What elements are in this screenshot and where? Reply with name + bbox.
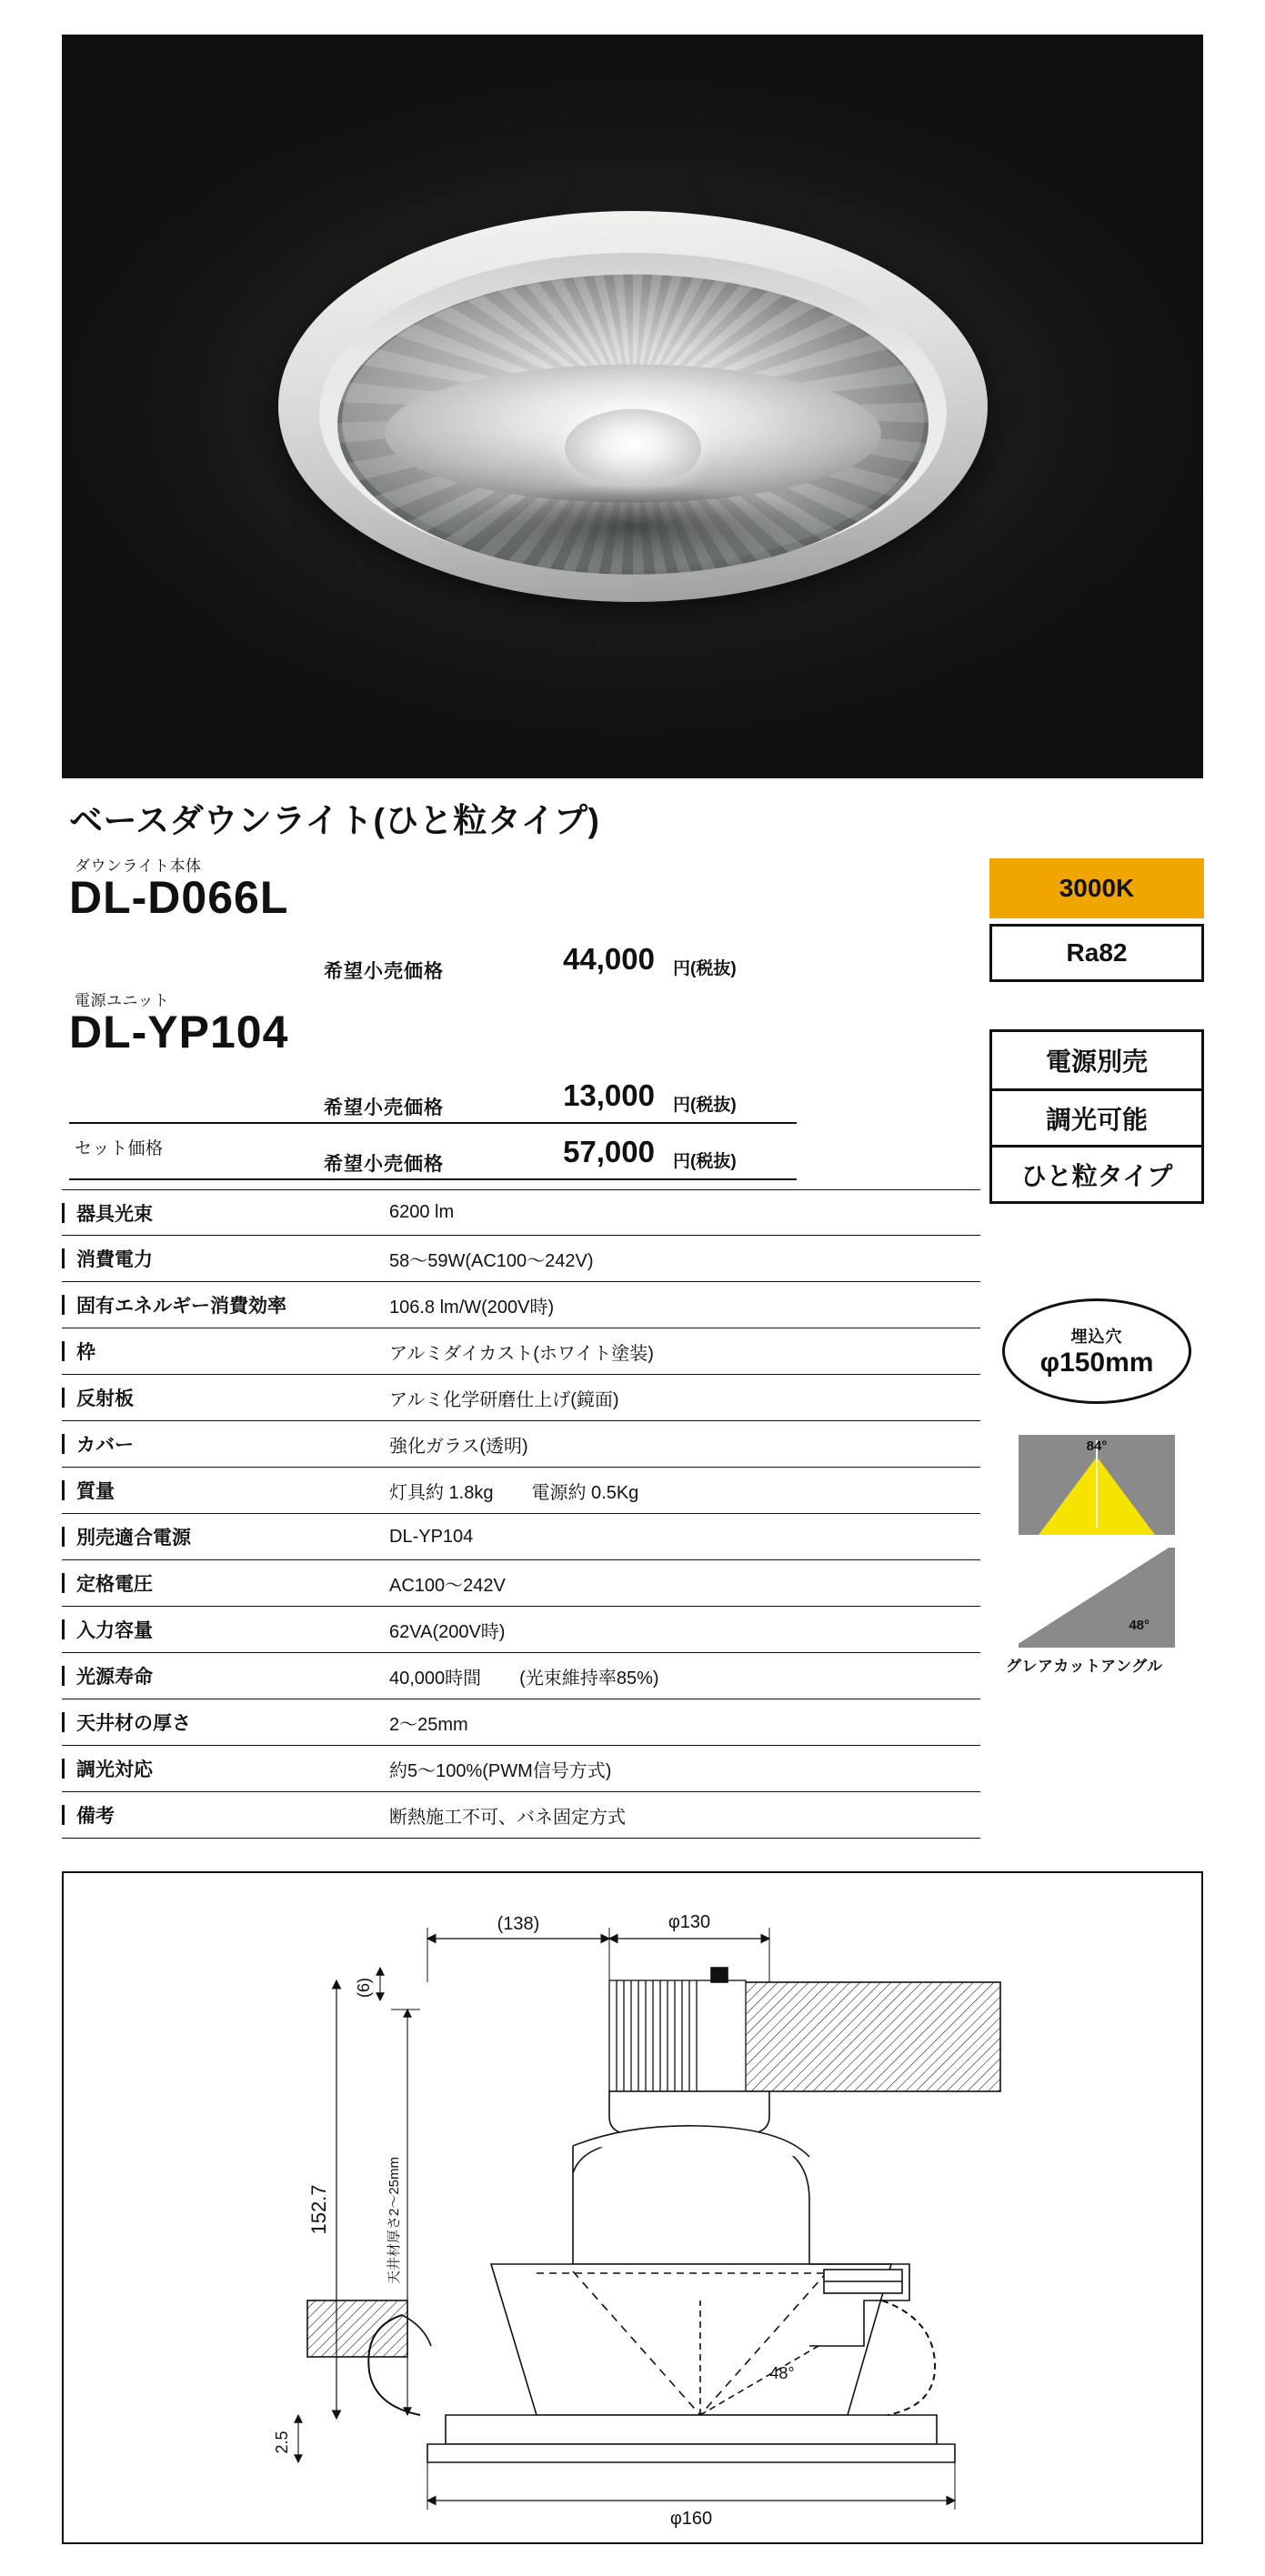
spec-value-main: 2〜25mm — [389, 1714, 468, 1735]
divider-2 — [69, 1178, 797, 1180]
table-row — [62, 1189, 980, 1236]
spec-value-main: アルミ化学研磨仕上げ(鏡面) — [389, 1389, 619, 1410]
spec-value — [389, 1709, 980, 1736]
badge-cutout-hole — [1002, 1298, 1191, 1404]
dim-2-5: 2.5 — [273, 2431, 291, 2454]
badge-color-temperature: 3000K — [989, 858, 1204, 918]
spec-value-main: 断熱施工不可、バネ固定方式 — [389, 1807, 626, 1828]
table-row — [62, 1792, 980, 1839]
spec-value — [389, 1338, 980, 1365]
table-row — [62, 1653, 980, 1699]
body-model: DL-D066L — [69, 872, 289, 923]
spec-key: 別売適合電源 — [62, 1523, 389, 1550]
spec-key: 入力容量 — [62, 1616, 389, 1643]
spec-value-main: 灯具約 1.8kg — [389, 1482, 494, 1503]
spec-key: 器具光束 — [62, 1199, 389, 1227]
table-row — [62, 1560, 980, 1607]
spec-key: 天井材の厚さ — [62, 1709, 389, 1736]
badge-feature-power-sold-separately: 電源別売 — [1045, 1047, 1148, 1076]
specification-table — [62, 1189, 980, 1839]
spec-value — [389, 1617, 980, 1643]
spec-value-sub: (光束維持率85%) — [519, 1668, 659, 1689]
psu-price-tax: 円(税抜) — [673, 1096, 737, 1115]
drawing-svg — [64, 1873, 1201, 2542]
diagram-glare-cut-angle — [1019, 1548, 1175, 1648]
spec-key: 光源寿命 — [62, 1662, 389, 1689]
spec-value-main: 40,000時間 — [389, 1668, 482, 1689]
cutout-value: φ150mm — [1039, 1348, 1154, 1378]
spec-value — [389, 1292, 980, 1318]
dimensional-drawing — [62, 1871, 1203, 2544]
table-row — [62, 1421, 980, 1468]
spec-key: 質量 — [62, 1477, 389, 1504]
reflector-shadow — [373, 466, 893, 575]
spec-key: カバー — [62, 1430, 389, 1458]
spec-value — [389, 1246, 980, 1272]
psu-price-label: 希望小売価格 — [324, 1098, 444, 1118]
body-price-label: 希望小売価格 — [324, 961, 444, 982]
spec-value-main: 約5〜100%(PWM信号方式) — [389, 1760, 612, 1781]
spec-value — [389, 1431, 980, 1458]
table-row — [62, 1375, 980, 1421]
badge-feature-single-chip: ひと粒タイプ — [992, 1145, 1201, 1201]
set-price-value: 57,000 — [563, 1135, 655, 1168]
spec-value-main: AC100〜242V — [389, 1575, 506, 1596]
page-title: ベースダウンライト(ひと粒タイプ) — [69, 802, 600, 839]
table-row — [62, 1328, 980, 1375]
cutout-label: 埋込穴 — [1070, 1328, 1123, 1346]
table-row — [62, 1468, 980, 1514]
dim-glare-angle: 48° — [769, 2364, 795, 2382]
spec-value — [389, 1478, 980, 1504]
spec-value-main: 106.8 lm/W(200V時) — [389, 1297, 555, 1318]
psu-price-value: 13,000 — [563, 1078, 655, 1112]
dim-6: (6) — [355, 1978, 373, 1998]
spec-value-main: 58〜59W(AC100〜242V) — [389, 1250, 594, 1271]
body-price-tax: 円(税抜) — [673, 959, 737, 978]
table-row — [62, 1699, 980, 1746]
spec-key: 調光対応 — [62, 1755, 389, 1782]
badge-feature-dimmable: 調光可能 — [992, 1088, 1201, 1145]
spec-value-main: アルミダイカスト(ホワイト塗装) — [389, 1343, 654, 1364]
beam-angle-label: 84° — [1086, 1438, 1108, 1454]
table-row — [62, 1607, 980, 1653]
divider-1 — [69, 1122, 797, 1124]
dim-ceiling-thickness: 天井材厚さ2〜25mm — [387, 2156, 402, 2285]
spec-key: 定格電圧 — [62, 1569, 389, 1597]
psu-model: DL-YP104 — [69, 1007, 289, 1057]
spec-key: 消費電力 — [62, 1245, 389, 1272]
table-row — [62, 1514, 980, 1560]
spec-value — [389, 1570, 980, 1597]
spec-value — [389, 1385, 980, 1411]
spec-key: 固有エネルギー消費効率 — [62, 1291, 389, 1318]
spec-value-sub: 電源約 0.5Kg — [531, 1482, 639, 1503]
set-price-label: 希望小売価格 — [324, 1154, 444, 1175]
glare-angle-label: 48° — [1129, 1618, 1150, 1633]
spec-key: 備考 — [62, 1801, 389, 1829]
dim-152-7: 152.7 — [307, 2184, 330, 2235]
spec-value-main: 62VA(200V時) — [389, 1621, 506, 1642]
diagram-beam-angle — [1019, 1435, 1175, 1535]
psu-label: 電源ユニット — [75, 992, 170, 1009]
product-photo — [62, 35, 1203, 778]
downlight-reflector — [337, 275, 929, 575]
body-label: ダウンライト本体 — [75, 857, 202, 875]
dim-phi130: φ130 — [668, 1912, 711, 1932]
glare-caption: グレアカットアングル — [1006, 1658, 1163, 1675]
dim-phi160: φ160 — [669, 2509, 713, 2529]
badge-feature-group — [989, 1029, 1204, 1204]
set-price-tax: 円(税抜) — [673, 1152, 737, 1171]
spec-value — [389, 1663, 980, 1689]
body-price-value: 44,000 — [563, 942, 655, 976]
spec-value — [389, 1527, 980, 1548]
spec-value-main: 強化ガラス(透明) — [389, 1436, 528, 1457]
spec-value — [389, 1802, 980, 1829]
set-label: セット価格 — [75, 1139, 164, 1158]
table-row — [62, 1746, 980, 1792]
spec-value — [389, 1202, 980, 1223]
table-row — [62, 1236, 980, 1282]
spec-key: 枠 — [62, 1338, 389, 1365]
table-row — [62, 1282, 980, 1328]
badge-cri: Ra82 — [989, 924, 1204, 982]
spec-key: 反射板 — [62, 1384, 389, 1411]
spec-value — [389, 1756, 980, 1782]
spec-value-main: 6200 lm — [389, 1202, 455, 1222]
glare-shape — [1019, 1548, 1175, 1648]
spec-value-main: DL-YP104 — [389, 1526, 474, 1547]
dim-138: (138) — [497, 1914, 540, 1934]
